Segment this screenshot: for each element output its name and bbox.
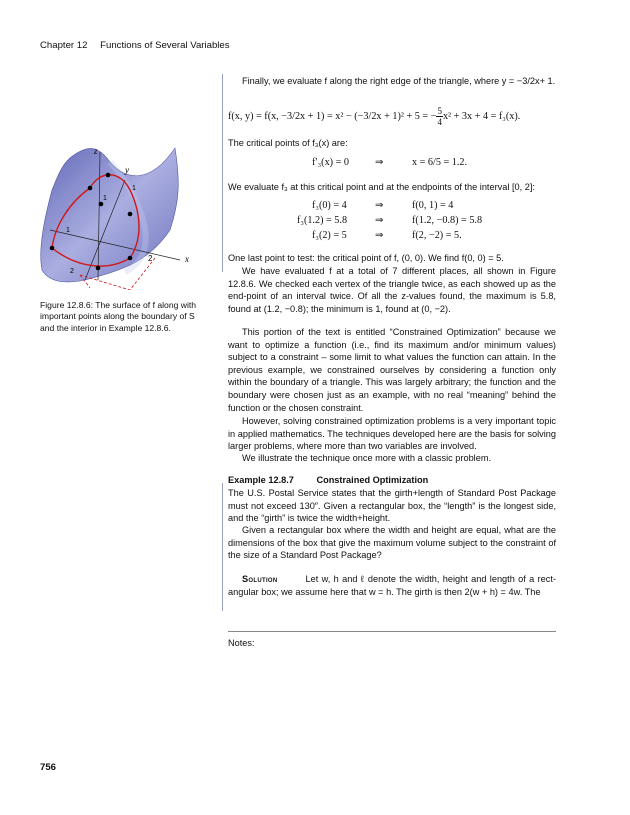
paragraph-critical-points: The critical points of f₃(x) are:	[228, 138, 348, 148]
eval-row-1-arrow: ⇒	[375, 200, 384, 211]
paragraph-constrained-intro: This portion of the text is entitled “Constrained Optimization” because we want to optimize a function (i.e., find its maximum and/or minimum values) subject to a constraint – some limit to what values the function can attain. In the previous example, we constrained ourselves by considering a function only within the boundary of a triangle. This was largely arbitrary; the function and the boundary were chosen just as an example, with no real “meaning” behind the function or the chosen constraint.	[228, 327, 556, 413]
chapter-number: Chapter 12	[40, 40, 88, 51]
x-tick-2: 2	[148, 254, 153, 263]
equation-solution: x = 6/5 = 1.2.	[412, 157, 468, 168]
solution-block	[228, 573, 556, 598]
surface	[41, 148, 179, 282]
paragraph-evaluate: We evaluate f₃ at this critical point and at the endpoints of the interval [0, 2]:	[228, 182, 535, 192]
solution-text: Let w, h and ℓ denote the width, height and length of a rect-angular box; we assume here that w = h. The girth is then 2(w + h) = 4w. The	[228, 574, 556, 597]
example-label: Example 12.8.7	[228, 475, 294, 485]
margin-rule-example	[222, 483, 223, 611]
fraction-denominator: 4	[437, 117, 442, 127]
paragraph-right-edge: Finally, we evaluate f along the right edge of the triangle, where y = −3/2x+ 1.	[242, 76, 556, 86]
eval-row-2-left: f₃(1.2) = 5.8	[297, 215, 348, 226]
notes-divider	[228, 631, 556, 632]
equation-f3	[228, 106, 520, 127]
z-tick-1: 1	[103, 195, 107, 202]
example-title: Constrained Optimization	[316, 475, 429, 485]
point-4	[128, 256, 133, 261]
example-heading	[228, 474, 556, 487]
paragraph-illustrate: We illustrate the technique once more with a classic problem.	[242, 453, 492, 463]
surface-figure	[30, 140, 215, 290]
equation-f3-tail: x² + 3x + 4 = f₃(x).	[442, 110, 521, 122]
solution-label: Solution	[242, 574, 278, 584]
eval-row-1-left: f₃(0) = 4	[312, 200, 347, 211]
eval-row-3-right: f(2, −2) = 5.	[412, 230, 462, 241]
page-number: 756	[40, 762, 57, 773]
eval-row-3-left: f₃(2) = 5	[312, 230, 347, 241]
figure-caption: Figure 12.8.6: The surface of f along with important points along the boundary of S and the interior in Example 12.8.6.	[40, 300, 197, 333]
eval-row-1-right: f(0, 1) = 4	[412, 200, 454, 211]
point-7	[99, 202, 104, 207]
point-6	[96, 266, 101, 271]
equation-derivative: f′₃(x) = 0	[312, 157, 349, 168]
paragraph-last-point: One last point to test: the critical point of f, (0, 0). We find f(0, 0) = 5.	[228, 253, 504, 263]
point-3	[128, 212, 133, 217]
paragraph-seven-places: We have evaluated f at a total of 7 different places, all shown in Figure 12.8.6. We checked each vertex of the triangle twice, as each showed up as the end-point of an interval twice. Of all the z-values found, the maximum is 5.8, found at (1.2, −0.8); the minimum is 1, found at (0, −2).	[228, 266, 556, 314]
example-statement: The U.S. Postal Service states that the girth+length of Standard Post Package must not exceed 130″. Given a rectangular box, the “length” is the longest side, and the “girth” is twice the width+height.	[228, 488, 556, 524]
point-5	[50, 246, 55, 251]
margin-rule-top	[222, 74, 223, 272]
example-question: Given a rectangular box where the width and height are equal, what are the dimensions of the box that give the maximum volume subject to the constraint of the size of a Standard Post Package?	[228, 525, 556, 561]
paragraph-applied-math: However, solving constrained optimization problems is a very important topic in applied mathematics. The techniques developed here are the basis for solving larger problems, where more than two variables are involved.	[228, 416, 556, 452]
fraction-numerator: 5	[437, 106, 442, 116]
x-label: x	[185, 254, 189, 264]
implies-arrow: ⇒	[375, 157, 384, 168]
equation-f3-head: f(x, y) = f(x, −3/2x + 1) = x² − (−3/2x + 1)² + 5 = −	[228, 110, 437, 122]
y-label: y	[125, 165, 129, 175]
point-2	[106, 173, 111, 178]
z-label: z	[94, 146, 98, 156]
chapter-title: Functions of Several Variables	[100, 40, 230, 51]
neg-tick-1: 1	[66, 227, 70, 234]
y-tick-1: 1	[132, 185, 136, 192]
eval-row-2-arrow: ⇒	[375, 215, 384, 226]
eval-row-2-right: f(1.2, −0.8) = 5.8	[412, 215, 483, 226]
notes-label: Notes:	[228, 638, 255, 648]
neg-tick-2: 2	[70, 268, 74, 275]
point-1	[88, 186, 93, 191]
eval-row-3-arrow: ⇒	[375, 230, 384, 241]
running-header	[40, 40, 230, 53]
